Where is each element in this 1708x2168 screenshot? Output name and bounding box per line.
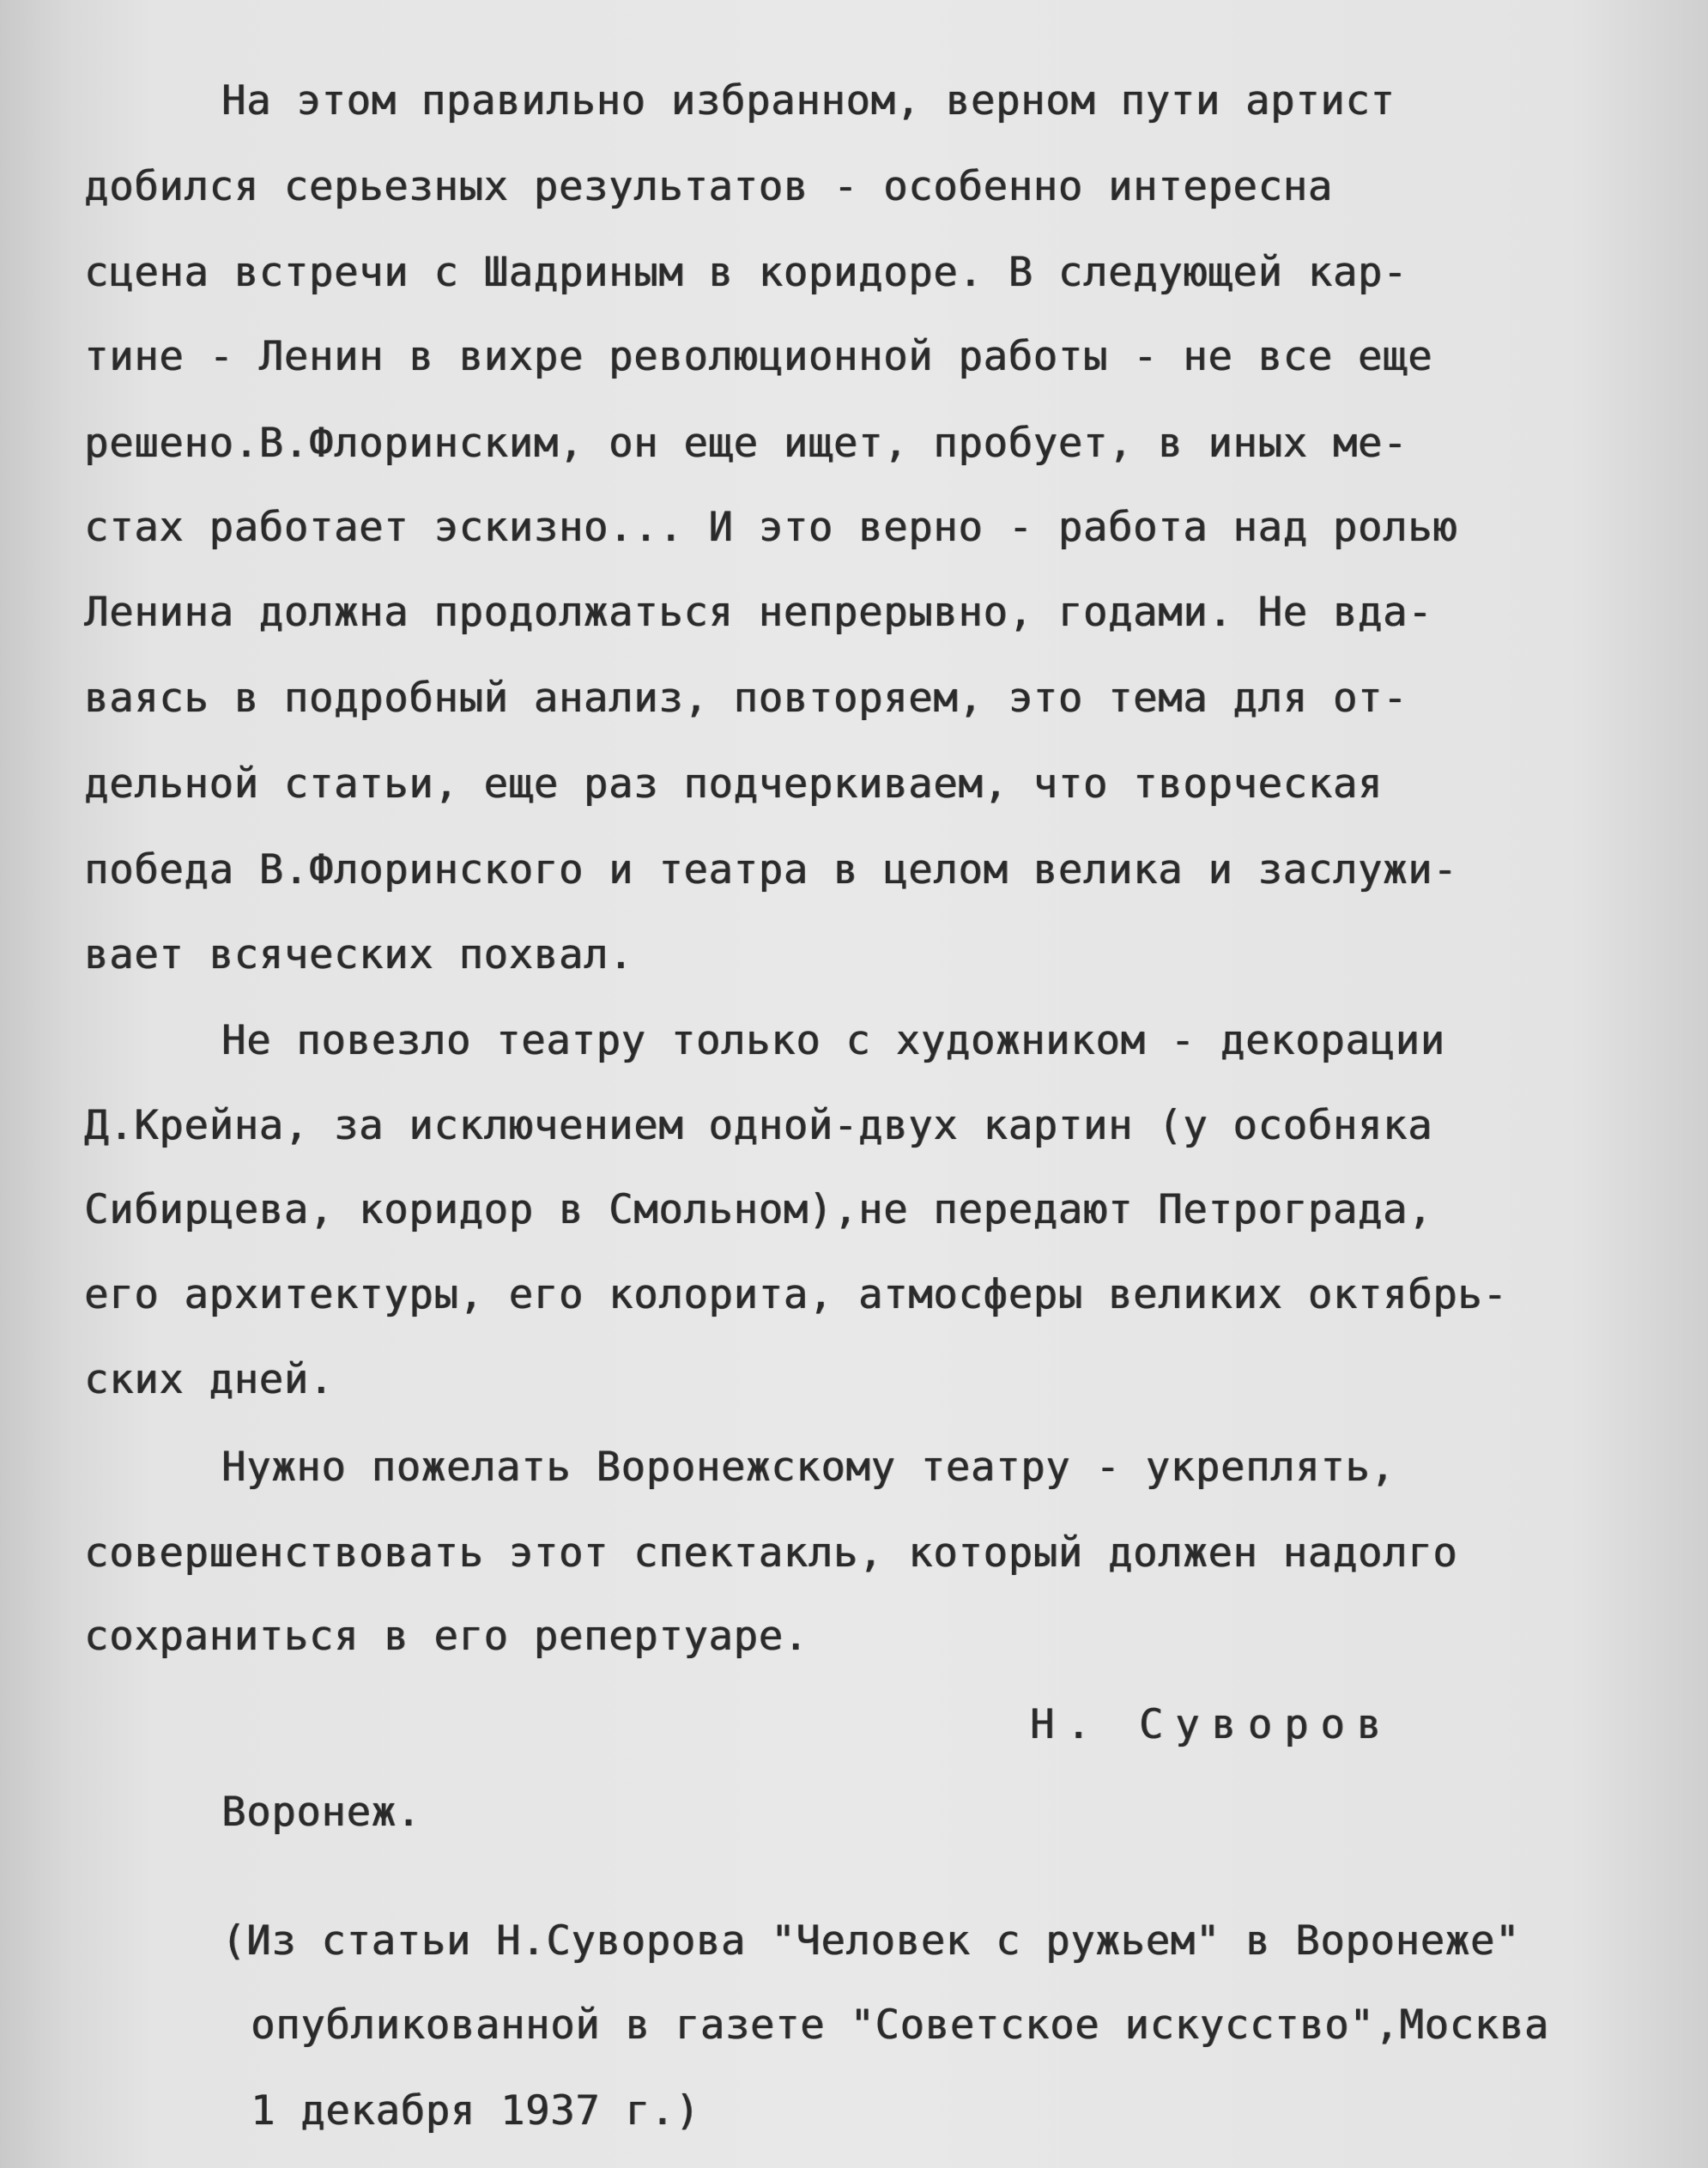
article-line-7: Ленина должна продолжаться непрерывно, годами. Не вда- <box>84 589 1433 636</box>
article-line-8: ваясь в подробный анализ, повторяем, это тема для от- <box>84 675 1408 722</box>
article-line-18: совершенствовать этот спектакль, который должен надолго <box>84 1529 1458 1577</box>
article-line-15: его архитектуры, его колорита, атмосферы великих октябрь- <box>84 1271 1508 1318</box>
article-line-14: Сибирцева, коридор в Смольном),не передают Петрограда, <box>84 1186 1433 1233</box>
article-line-4: тине - Ленин в вихре революционной работы - не все еще <box>84 333 1433 380</box>
article-line-1: На этом правильно избранном, верном пути артист <box>221 77 1396 124</box>
place-name: Воронеж. <box>221 1789 421 1836</box>
article-line-6: стах работает эскизно... И это верно - работа над ролью <box>84 504 1458 551</box>
article-line-17: Нужно пожелать Воронежскому театру - укреплять, <box>221 1444 1396 1491</box>
article-line-9: дельной статьи, еще раз подчеркиваем, что творческая <box>84 760 1384 808</box>
source-note-line-1: (Из статьи Н.Суворова "Человек с ружьем" в Воронеже" <box>221 1917 1521 1965</box>
article-line-12: Не повезло театру только с художником - декорации <box>221 1017 1445 1064</box>
article-line-11: вает всяческих похвал. <box>84 931 634 978</box>
source-note-line-3: 1 декабря 1937 г.) <box>251 2087 700 2135</box>
source-note-line-2: опубликованной в газете "Советское искусство",Москва <box>251 2001 1550 2049</box>
article-line-19: сохраниться в его репертуаре. <box>84 1613 809 1660</box>
article-line-3: сцена встречи с Шадриным в коридоре. В следующей кар- <box>84 249 1408 296</box>
author-signature: Н. Суворов <box>1030 1701 1393 1748</box>
article-line-13: Д.Крейна, за исключением одной-двух картин (у особняка <box>84 1102 1433 1149</box>
article-line-16: ских дней. <box>84 1356 334 1403</box>
article-line-10: победа В.Флоринского и театра в целом велика и заслужи- <box>84 846 1458 893</box>
article-line-2: добился серьезных результатов - особенно интересна <box>84 163 1333 210</box>
article-line-5: решено.В.Флоринским, он еще ищет, пробует, в иных ме- <box>84 420 1408 467</box>
